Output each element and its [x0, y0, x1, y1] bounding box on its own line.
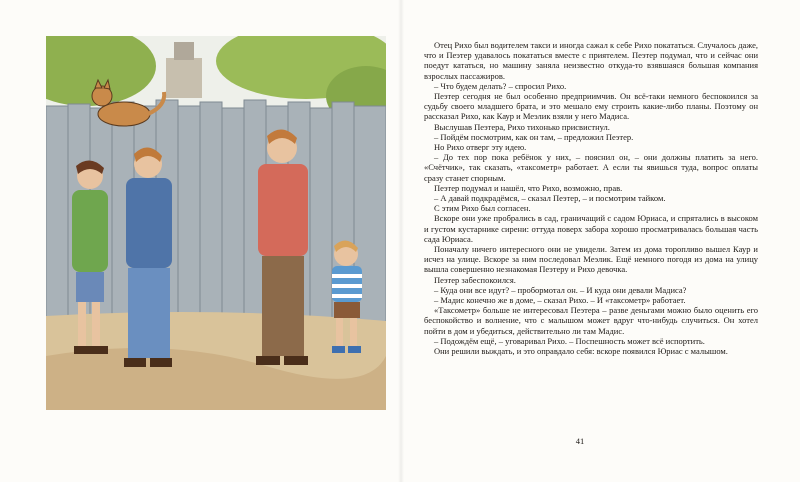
page-number: 41 — [575, 436, 585, 446]
text-column — [424, 40, 758, 356]
paragraph: – Подождём ещё, – уговаривал Рихо. – Поспешность может всё испортить. — [434, 335, 705, 346]
paragraph: – Куда они все идут? – пробормотал он. – И куда они девали Мадиса? — [434, 284, 687, 295]
paragraph: Пеэтер подумал и нашёл, что Рихо, возможно, прав. — [434, 182, 623, 193]
paragraph: Пеэтер сегодня не был особенно предприимчив. Он всё-таки немного беспокоился за судьбу своего младшего брата, и это мешало ему строить какие-либо планы. Поэтому он рассказал Рихо, как Каур и Меэлик взяли у него Мадиса. — [424, 91, 758, 122]
paragraph: Поначалу ничего интересного они не увидели. Затем из дома торопливо вышел Каур и исчез на улице. Вскоре за ним последовал Меэлик. Ещё немного погодя из дома на улицу вышла совершенно незнакомая Пеэтеру и Рихо девочка. — [424, 244, 758, 275]
paragraph: – До тех пор пока ребёнок у них, – пояснил он, – они должны платить за него. «Счётчик», так сказать, «таксометр» работает. А если ты явишься туда, вопрос оплаты сразу станет спорным. — [424, 152, 758, 183]
paragraph: Пеэтер забеспокоился. — [434, 274, 516, 285]
paragraph: Вскоре они уже пробрались в сад, граничащий с садом Юриаса, и спрятались в высоком и густом кустарнике сирени: оттуда поверх забора хорошо просматривалась большая часть сада Юриаса. — [424, 213, 758, 244]
paragraph: «Таксометр» больше не интересовал Пеэтера – разве деньгами можно было оценить его беспокойство и волнение, что с малышом может вдруг что-нибудь случиться. Он хотел пойти в дом и убедиться, действительно ли там Мадис. — [424, 305, 758, 336]
paragraph: – Мадис конечно же в доме, – сказал Рихо. – И «таксометр» работает. — [434, 295, 686, 306]
paragraph: Но Рихо отверг эту идею. — [434, 142, 527, 153]
illustration-boys-at-fence — [46, 36, 386, 410]
paragraph: С этим Рихо был согласен. — [434, 203, 531, 214]
paragraph: Они решили выждать, и это оправдало себя: вскоре появился Юриас с малышом. — [434, 346, 728, 357]
paragraph: Отец Рихо был водителем такси и иногда сажал к себе Рихо покататься. Случалось даже, что и Пеэтер удавалось покататься вместе с приятелем. Пеэтер подумал, что и сейчас они поедут кататься, но машину заняла неизвестно откуда-то взявшаяся большая компания взрослых пассажиров. — [424, 40, 758, 81]
paragraph: – Что будем делать? – спросил Рихо. — [434, 80, 567, 91]
story-illustration — [46, 36, 386, 410]
book-gutter — [398, 0, 404, 482]
paragraph: – Пойдём посмотрим, как он там, – предложил Пеэтер. — [434, 131, 634, 142]
paragraph: Выслушав Пеэтера, Рихо тихонько присвистнул. — [434, 121, 610, 132]
paragraph: – А давай подкрадёмся, – сказал Пеэтер, – и посмотрим тайком. — [434, 193, 666, 204]
